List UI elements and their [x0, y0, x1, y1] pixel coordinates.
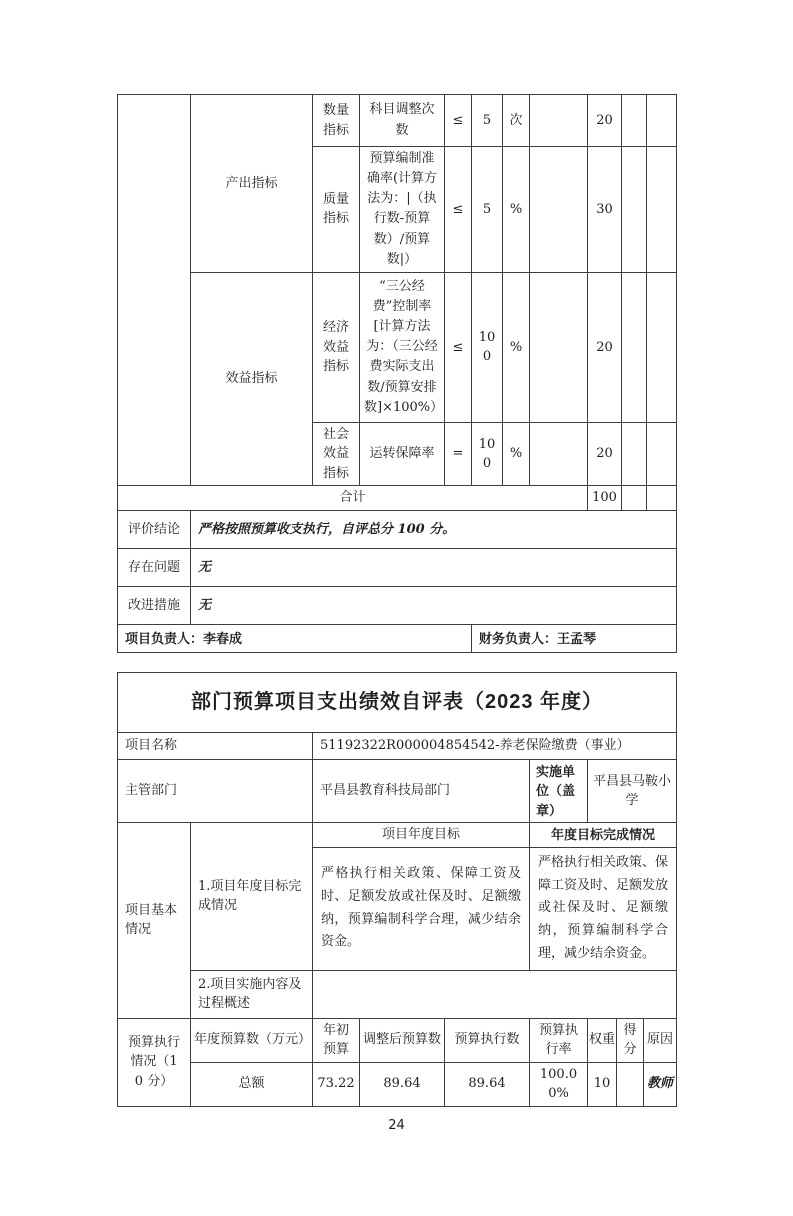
goal-completion-text-cell: 严格执行相关政策、保障工资及时、足额发放或社保及时、足额缴纳，预算编制科学合理，减少结余资金。: [530, 847, 677, 970]
department-label-cell: 主管部门: [118, 759, 313, 823]
indicator-name-cell: “三公经费”控制率[计算方法为：（三公经费实际支出数/预算安排数]×100%）: [360, 272, 445, 422]
empty-cell: [622, 147, 647, 273]
empty-cell: [647, 147, 677, 273]
indicator-name-cell: 科目调整次数: [360, 95, 445, 147]
weight-value-cell: 10: [588, 1062, 617, 1106]
basic-info-label-cell: 项目基本情况: [118, 823, 191, 1018]
page-number: 24: [388, 1117, 405, 1133]
impl-unit-label-cell: 实施单位（盖章）: [530, 759, 588, 823]
empty-cell: [647, 486, 677, 511]
initial-budget-header-cell: 年初预算: [313, 1018, 360, 1062]
improvements-label-cell: 改进措施: [118, 586, 191, 624]
target-value-cell: 100: [472, 422, 503, 486]
goal-item-label-cell: 1.项目年度目标完成情况: [191, 823, 313, 970]
annual-goal-text-cell: 严格执行相关政策、保障工资及时、足额发放或社保及时、足额缴纳，预算编制科学合理，减少结余资金。: [313, 847, 530, 970]
unit-cell: %: [503, 147, 530, 273]
initial-budget-value-cell: 73.22: [313, 1062, 360, 1106]
annual-goal-header-cell: 项目年度目标: [313, 823, 530, 848]
empty-cell: [647, 422, 677, 486]
target-value-cell: 100: [472, 272, 503, 422]
total-row: [118, 486, 677, 511]
impl-item-value-cell: [313, 970, 677, 1018]
unit-cell: %: [503, 272, 530, 422]
actual-value-cell: [530, 95, 588, 147]
score-cell: 20: [588, 422, 622, 486]
score-cell: 30: [588, 147, 622, 273]
operator-cell: ≤: [445, 147, 472, 273]
actual-value-cell: [530, 422, 588, 486]
left-spacer-cell: [118, 95, 191, 486]
actual-value-cell: [530, 147, 588, 273]
project-name-row: [118, 732, 677, 759]
impl-content-row: [118, 970, 677, 1018]
conclusion-label-cell: 评价结论: [118, 510, 191, 548]
score-value-cell: [617, 1062, 644, 1106]
exec-rate-header-cell: 预算执行率: [530, 1018, 588, 1062]
executed-value-cell: 89.64: [445, 1062, 530, 1106]
empty-cell: [622, 486, 647, 511]
output-indicator-group-cell: 产出指标: [191, 95, 313, 273]
unit-cell: 次: [503, 95, 530, 147]
target-value-cell: 5: [472, 95, 503, 147]
empty-cell: [647, 95, 677, 147]
improvements-row: [118, 586, 677, 624]
signature-row: [118, 624, 677, 652]
project-lead-cell: 项目负责人：李春成: [118, 624, 472, 652]
target-value-cell: 5: [472, 147, 503, 273]
adjusted-budget-header-cell: 调整后预算数: [360, 1018, 445, 1062]
performance-indicator-table: [117, 94, 677, 653]
total-score-cell: 100: [588, 486, 622, 511]
improvements-text-cell: 无: [191, 586, 677, 624]
indicator-type-cell: 质量指标: [313, 147, 360, 273]
budget-total-row: [118, 1062, 677, 1106]
department-value-cell: 平昌县教育科技局部门: [313, 759, 530, 823]
actual-value-cell: [530, 272, 588, 422]
impl-unit-value-cell: 平昌县马鞍小学: [588, 759, 677, 823]
table-title: 部门预算项目支出绩效自评表（2023 年度）: [118, 672, 677, 732]
problems-text-cell: 无: [191, 548, 677, 586]
project-name-value-cell: 51192322R000004854542-养老保险缴费（事业）: [313, 732, 677, 759]
goal-header-row: [118, 823, 677, 848]
department-row: [118, 759, 677, 823]
self-evaluation-table-2023: [117, 672, 677, 1107]
indicator-row-economic: [118, 272, 677, 422]
exec-rate-value-cell: 100.00%: [530, 1062, 588, 1106]
indicator-type-cell: 经济效益指标: [313, 272, 360, 422]
indicator-name-cell: 运转保障率: [360, 422, 445, 486]
budget-header-row: [118, 1018, 677, 1062]
operator-cell: ≤: [445, 95, 472, 147]
total-label-cell: 合计: [118, 486, 588, 511]
budget-total-label-cell: 总额: [191, 1062, 313, 1106]
goal-completion-header-cell: 年度目标完成情况: [530, 823, 677, 848]
indicator-type-cell: 社会效益指标: [313, 422, 360, 486]
score-cell: 20: [588, 95, 622, 147]
empty-cell: [647, 272, 677, 422]
impl-item-label-cell: 2.项目实施内容及过程概述: [191, 970, 313, 1018]
problems-label-cell: 存在问题: [118, 548, 191, 586]
document-page: [117, 94, 676, 1133]
reason-header-cell: 原因: [644, 1018, 677, 1062]
annual-budget-header-cell: 年度预算数（万元）: [191, 1018, 313, 1062]
reason-value-cell: 教师: [644, 1062, 677, 1106]
indicator-row-quantity: [118, 95, 677, 147]
budget-exec-label-cell: 预算执行情况（10 分）: [118, 1018, 191, 1106]
benefit-indicator-group-cell: 效益指标: [191, 272, 313, 486]
indicator-name-cell: 预算编制准确率(计算方法为：|（执行数-预算数）/预算数|）: [360, 147, 445, 273]
score-cell: 20: [588, 272, 622, 422]
operator-cell: =: [445, 422, 472, 486]
weight-header-cell: 权重: [588, 1018, 617, 1062]
problems-row: [118, 548, 677, 586]
conclusion-row: [118, 510, 677, 548]
empty-cell: [622, 272, 647, 422]
project-name-label-cell: 项目名称: [118, 732, 313, 759]
operator-cell: ≤: [445, 272, 472, 422]
adjusted-budget-value-cell: 89.64: [360, 1062, 445, 1106]
conclusion-text-cell: 严格按照预算收支执行，自评总分 100 分。: [191, 510, 677, 548]
executed-header-cell: 预算执行数: [445, 1018, 530, 1062]
empty-cell: [622, 422, 647, 486]
indicator-type-cell: 数量指标: [313, 95, 360, 147]
unit-cell: %: [503, 422, 530, 486]
title-row: [118, 672, 677, 732]
empty-cell: [622, 95, 647, 147]
finance-lead-cell: 财务负责人：王孟琴: [472, 624, 677, 652]
score-header-cell: 得分: [617, 1018, 644, 1062]
